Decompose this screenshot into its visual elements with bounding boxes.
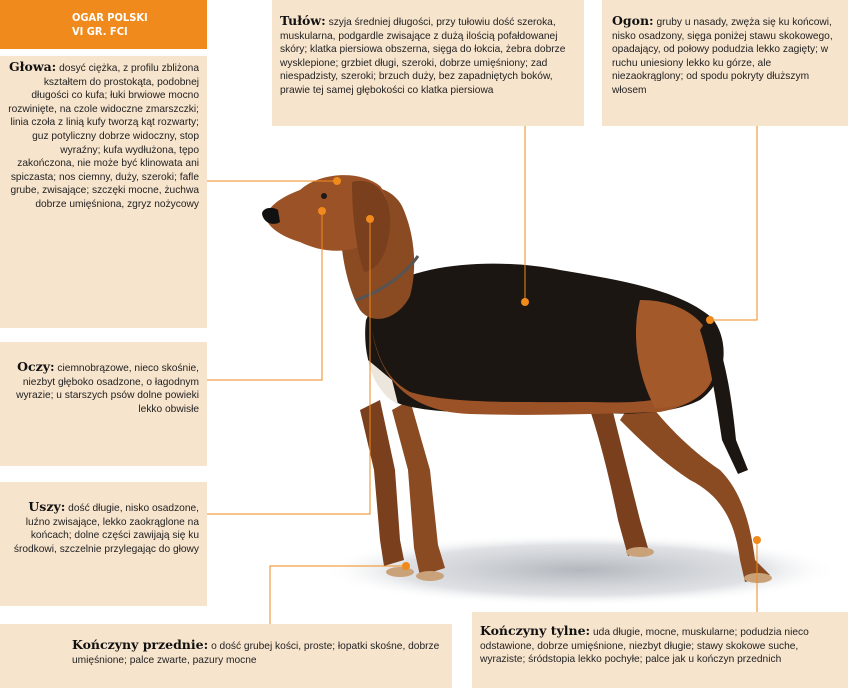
- section-title: Kończyny przednie:: [72, 637, 209, 652]
- marker-uszy: [366, 215, 374, 223]
- marker-konczyny-tylne: [753, 536, 761, 544]
- section-title: Głowa:: [9, 59, 57, 74]
- section-text: ciemnobrązowe, nieco skośnie, niezbyt głęboko osadzone, o łagodnym wyrazie; u starszych psów dolne powieki lekko obwisłe: [16, 363, 199, 415]
- section-text: gruby u nasady, zwęża się ku końcowi, nisko osadzony, sięga poniżej stawu skokowego, opadający, od połowy podudzia lekko zagięty; w ruchu uniesiony lekko ku górze, ale niezaokrąglony; od spodu pokryty dłuższym włosem: [612, 17, 833, 96]
- section-title: Oczy:: [17, 359, 55, 374]
- breed-name: OGAR POLSKI: [72, 11, 148, 24]
- section-title: Tułów:: [280, 13, 326, 28]
- dog-icon: [262, 175, 772, 583]
- section-title: Ogon:: [612, 13, 654, 28]
- leader-ogon: [710, 126, 757, 320]
- section-title: Uszy:: [28, 499, 66, 514]
- section-title: Kończyny tylne:: [480, 623, 591, 638]
- marker-oczy: [318, 207, 326, 215]
- section-text: szyja średniej długości, przy tułowiu dość szeroka, muskularna, podgardle zwisające z dużą ilością pofałdowanej skóry; klatka piersiowa obszerna, sięga do łokcia, żebra dobrze wysklepione; grzbiet długi, szeroki, dobrze umięśniony; zad niespadzisty, szeroki; brzuch duży, bez zapadniętych boków, prawie tej samej głębokości co klatka piersiowa: [280, 17, 566, 96]
- marker-ogon: [706, 316, 714, 324]
- section-text: o dość grubej kości, proste; łopatki skośne, dobrze umięśnione; palce zwarte, pazury mocne: [72, 641, 440, 666]
- marker-konczyny-przednie: [402, 562, 410, 570]
- marker-tulow: [521, 298, 529, 306]
- section-text: dosyć ciężka, z profilu zbliżona kształtem do prostokąta, podobnej długości co kufa; łuki brwiowe mocno rozwinięte, na czole widoczne zmarszczki; linia czoła z linią kufy tworzą kąt rozwarty; guz potyliczny dobrze widoczny, stop wyraźny; kufa wydłużona, tępo zakończona, nie może być klinowata ani spiczasta; nos ciemny, duży, szeroki; fafle grube, zwisające; szczęki mocne, żuchwa dobrze umięśniona, zgryz nożycowy: [8, 63, 199, 210]
- marker-glowa: [333, 177, 341, 185]
- section-text: dość długie, nisko osadzone, luźno zwisające, lekko zaokrąglone na końcach; dolne części zawijają się ku środkowi, szczelnie przylegając do głowy: [13, 503, 199, 555]
- section-text: uda długie, mocne, muskularne; podudzia nieco odstawione, dobrze umięśnione, niezbyt długie; stawy skokowe suche, wyraziste; śródstopia lekko pochyłe; palce jak u kończyn przednich: [480, 627, 809, 666]
- breed-group: VI GR. FCI: [72, 25, 128, 38]
